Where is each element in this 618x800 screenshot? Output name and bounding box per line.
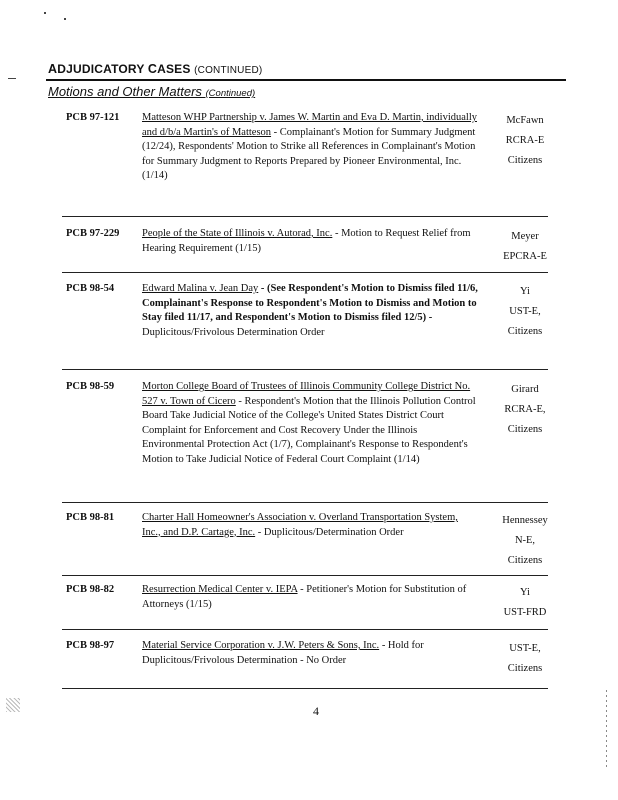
case-title[interactable]: Material Service Corporation v. J.W. Peters & Sons, Inc. xyxy=(142,640,380,651)
case-type: RCRA-E xyxy=(505,135,545,146)
case-side-info xyxy=(490,511,560,571)
board-member: Yi xyxy=(520,286,530,297)
case-description xyxy=(142,380,478,468)
case-category: Citizens xyxy=(507,155,543,166)
subsection-text: Motions and Other Matters xyxy=(48,84,206,99)
case-description xyxy=(142,227,478,256)
case-side-info xyxy=(490,282,560,342)
entry-divider xyxy=(62,216,548,217)
board-member: McFawn xyxy=(506,115,544,126)
case-text: - Complainant's Motion for Summary Judgment (12/24), Respondents' Motion to Strike all References in Complainant's Motion for Summary Judgment to Reports Prepared by Pioneer Environmental, Inc. (1/14) xyxy=(142,126,476,182)
case-category: Citizens xyxy=(507,424,543,435)
case-text: - Motion to Request Relief from Hearing Requirement (1/15) xyxy=(142,228,471,254)
case-number: PCB 98-59 xyxy=(66,381,115,392)
header-continued: (CONTINUED) xyxy=(194,65,263,76)
case-text: - Petitioner's Motion for Substitution of Attorneys (1/15) xyxy=(142,584,467,610)
case-category: Citizens xyxy=(507,663,543,674)
case-description xyxy=(142,583,478,612)
case-side-info xyxy=(490,380,560,440)
header-cap-c: C xyxy=(147,62,158,76)
case-side-info xyxy=(490,583,560,623)
case-text: Duplicitous/Frivolous Determination Order xyxy=(142,326,325,338)
case-text: - Duplicitous/Determination Order xyxy=(255,526,404,538)
board-member: Girard xyxy=(511,384,539,395)
page-number: 4 xyxy=(313,704,319,718)
case-number: PCB 98-97 xyxy=(66,640,115,651)
scan-speck xyxy=(64,18,66,20)
header-rule xyxy=(46,79,566,81)
case-number: PCB 98-54 xyxy=(66,283,115,294)
case-number: PCB 98-81 xyxy=(66,512,115,523)
scan-speck xyxy=(8,78,16,79)
case-description xyxy=(142,639,478,668)
case-number: PCB 98-82 xyxy=(66,584,115,595)
entry-divider xyxy=(62,369,548,370)
case-title[interactable]: Morton College Board of Trustees of Illinois Community College District No. 527 v. Town of Cicero xyxy=(142,381,471,407)
scan-smudge xyxy=(6,698,20,712)
case-type: UST-E, xyxy=(509,306,541,317)
case-description xyxy=(142,511,478,540)
header-cap-a: A xyxy=(48,62,58,76)
entry-divider xyxy=(62,272,548,273)
board-member: Hennessey xyxy=(502,515,548,526)
case-title[interactable]: Edward Malina v. Jean Day xyxy=(142,283,259,294)
case-bold-text: - (See Respondent's Motion to Dismiss filed 11/6, Complainant's Response to Respondent's Motion to Dismiss and Motion to Stay filed 11/17, and Respondent's Motion to Dismiss filed 12/5) - xyxy=(142,283,478,324)
case-side-info xyxy=(490,227,560,267)
case-description xyxy=(142,282,478,340)
case-title[interactable]: Resurrection Medical Center v. IEPA xyxy=(142,584,298,595)
case-text: - Respondent's Motion that the Illinois Pollution Control Board Take Judicial Notice of the College's United States District Court Complaint for Enforcement and Cost Recovery Under the Illinois Environmental Protection Act (1/7), Complainant's Response to Respondent's Motion to Take Judicial Notice of Federal Court Complaint (1/14) xyxy=(142,395,476,465)
case-side-info xyxy=(490,111,560,171)
case-title[interactable]: People of the State of Illinois v. Autorad, Inc. xyxy=(142,228,333,239)
case-number: PCB 97-121 xyxy=(66,112,120,123)
case-type: UST-FRD xyxy=(503,607,547,618)
entry-divider xyxy=(62,575,548,576)
case-category: Citizens xyxy=(507,555,543,566)
header-word-cases: ASES xyxy=(157,62,195,76)
entry-divider xyxy=(62,629,548,630)
subsection-continued: (Continued) xyxy=(205,88,256,99)
case-number: PCB 97-229 xyxy=(66,228,120,239)
case-type: EPCRA-E xyxy=(503,251,547,262)
entry-divider xyxy=(62,502,548,503)
subsection-title xyxy=(48,84,255,99)
board-member: Yi xyxy=(520,587,530,598)
case-title[interactable]: Charter Hall Homeowner's Association v. Overland Transportation System, Inc., and D.P. Cartage, Inc. xyxy=(142,512,458,538)
case-side-info xyxy=(490,639,560,679)
case-text: - Hold for Duplicitous/Frivolous Determination - No Order xyxy=(142,640,424,666)
scan-speck xyxy=(44,12,46,14)
case-type: RCRA-E, xyxy=(504,404,546,415)
entry-divider xyxy=(62,688,548,689)
section-header xyxy=(48,62,262,76)
case-type: UST-E, xyxy=(509,643,541,654)
header-word-adjudicatory: DJUDICATORY xyxy=(57,62,148,76)
case-type: N-E, xyxy=(514,535,536,546)
case-category: Citizens xyxy=(507,326,543,337)
case-title[interactable]: Matteson WHP Partnership v. James W. Martin and Eva D. Martin, individually and d/b/a Martin's of Matteson xyxy=(142,112,477,138)
board-member: Meyer xyxy=(511,231,539,242)
scan-edge-mark xyxy=(606,690,607,770)
case-description xyxy=(142,111,478,184)
